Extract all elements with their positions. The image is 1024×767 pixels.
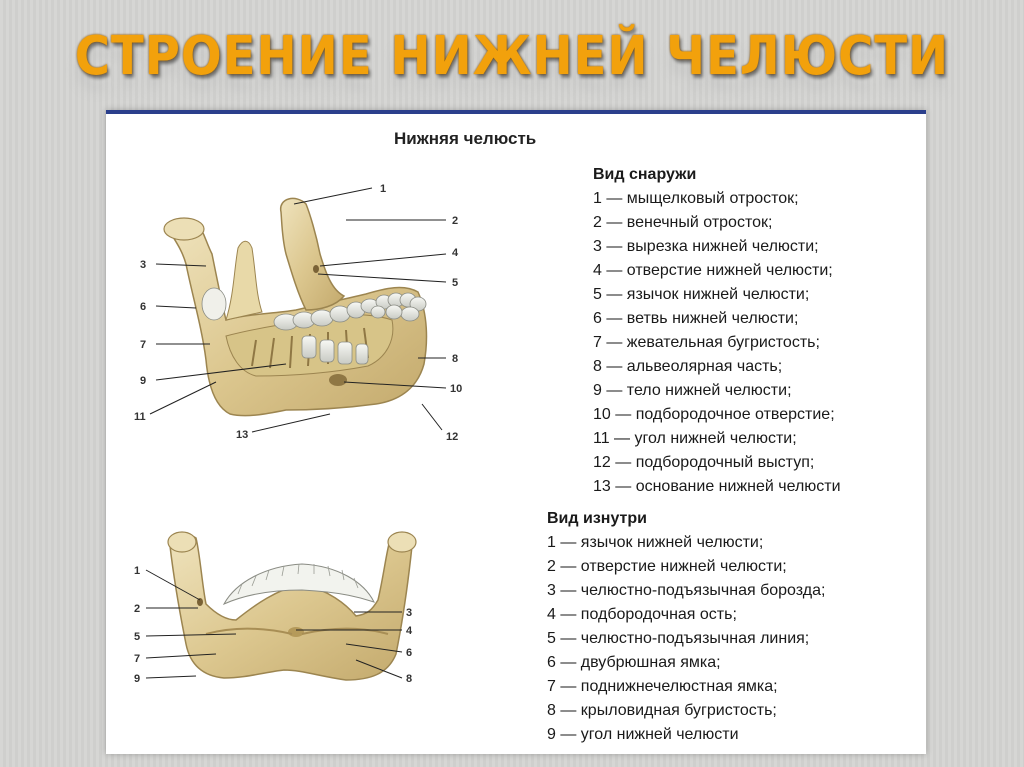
marker-inner-5: 5 <box>134 631 141 643</box>
mental-foramen <box>329 374 347 386</box>
third-molar <box>202 288 226 320</box>
panel-title: Нижняя челюсть <box>394 129 537 148</box>
legend-outer-item: 10 — подбородочное отверстие; <box>593 406 835 423</box>
legend-outer-item: 2 — венечный отросток; <box>593 214 773 231</box>
marker-outer-11: 11 <box>134 411 146 423</box>
legend-outer-item: 11 — угол нижней челюсти; <box>593 430 797 447</box>
coronoid-process <box>281 198 344 310</box>
legend-outer-view <box>593 163 841 499</box>
marker-inner-1: 1 <box>134 565 141 577</box>
inner-condyle-right <box>388 532 416 552</box>
marker-outer-3: 3 <box>140 259 147 271</box>
legend-outer-item: 3 — вырезка нижней челюсти; <box>593 238 819 255</box>
slide-title: СТРОЕНИЕ НИЖНЕЙ ЧЕЛЮСТИ <box>74 24 950 88</box>
legend-inner-item: 1 — язычок нижней челюсти; <box>547 534 764 551</box>
mandible-inner-view <box>168 532 416 680</box>
legend-outer-item: 4 — отверстие нижней челюсти; <box>593 262 833 279</box>
legend-outer-item: 9 — тело нижней челюсти; <box>593 382 792 399</box>
mandible-inner-body <box>170 534 412 680</box>
marker-outer-1: 1 <box>380 183 387 195</box>
legend-outer-heading: Вид снаружи <box>593 166 697 183</box>
marker-inner-6: 6 <box>406 647 413 659</box>
legend-inner-heading: Вид изнутри <box>547 510 647 527</box>
mandibular-foramen <box>313 265 319 273</box>
ramus-shade <box>226 241 262 320</box>
legend-outer-item: 13 — основание нижней челюсти <box>593 478 841 495</box>
marker-inner-4: 4 <box>406 625 413 637</box>
legend-outer-item: 6 — ветвь нижней челюсти; <box>593 310 799 327</box>
marker-inner-8: 8 <box>406 673 413 685</box>
marker-outer-6: 6 <box>140 301 147 313</box>
figure-panel <box>106 110 926 754</box>
marker-outer-2: 2 <box>452 215 459 227</box>
legend-inner-item: 7 — поднижнечелюстная ямка; <box>547 678 778 695</box>
legend-inner-item: 5 — челюстно-подъязычная линия; <box>547 630 810 647</box>
marker-inner-9: 9 <box>134 673 141 685</box>
legend-inner-view <box>547 507 825 747</box>
marker-outer-13: 13 <box>236 429 249 441</box>
legend-inner-item: 6 — двубрюшная ямка; <box>547 654 721 671</box>
legend-inner-item: 8 — крыловидная бугристость; <box>547 702 777 719</box>
marker-outer-10: 10 <box>450 383 463 395</box>
condyle <box>164 218 204 240</box>
legend-outer-item: 1 — мыщелковый отросток; <box>593 190 799 207</box>
marker-outer-7: 7 <box>140 339 147 351</box>
marker-inner-2: 2 <box>134 603 141 615</box>
marker-inner-7: 7 <box>134 653 141 665</box>
legend-outer-item: 5 — язычок нижней челюсти; <box>593 286 810 303</box>
legend-inner-item: 4 — подбородочная ость; <box>547 606 737 623</box>
mandible-outer-view <box>164 198 426 415</box>
legend-inner-item: 9 — угол нижней челюсти <box>547 726 739 743</box>
legend-inner-item: 2 — отверстие нижней челюсти; <box>547 558 787 575</box>
legend-outer-item: 8 — альвеолярная часть; <box>593 358 783 375</box>
legend-inner-item: 3 — челюстно-подъязычная борозда; <box>547 582 826 599</box>
marker-outer-4: 4 <box>452 247 459 259</box>
legend-outer-item: 12 — подбородочный выступ; <box>593 454 815 471</box>
marker-inner-3: 3 <box>406 607 413 619</box>
marker-outer-9: 9 <box>140 375 147 387</box>
marker-outer-5: 5 <box>452 277 459 289</box>
inner-condyle-left <box>168 532 196 552</box>
legend-outer-item: 7 — жевательная бугристость; <box>593 334 820 351</box>
mental-spine <box>288 627 304 637</box>
marker-outer-8: 8 <box>452 353 459 365</box>
marker-outer-12: 12 <box>446 431 459 443</box>
